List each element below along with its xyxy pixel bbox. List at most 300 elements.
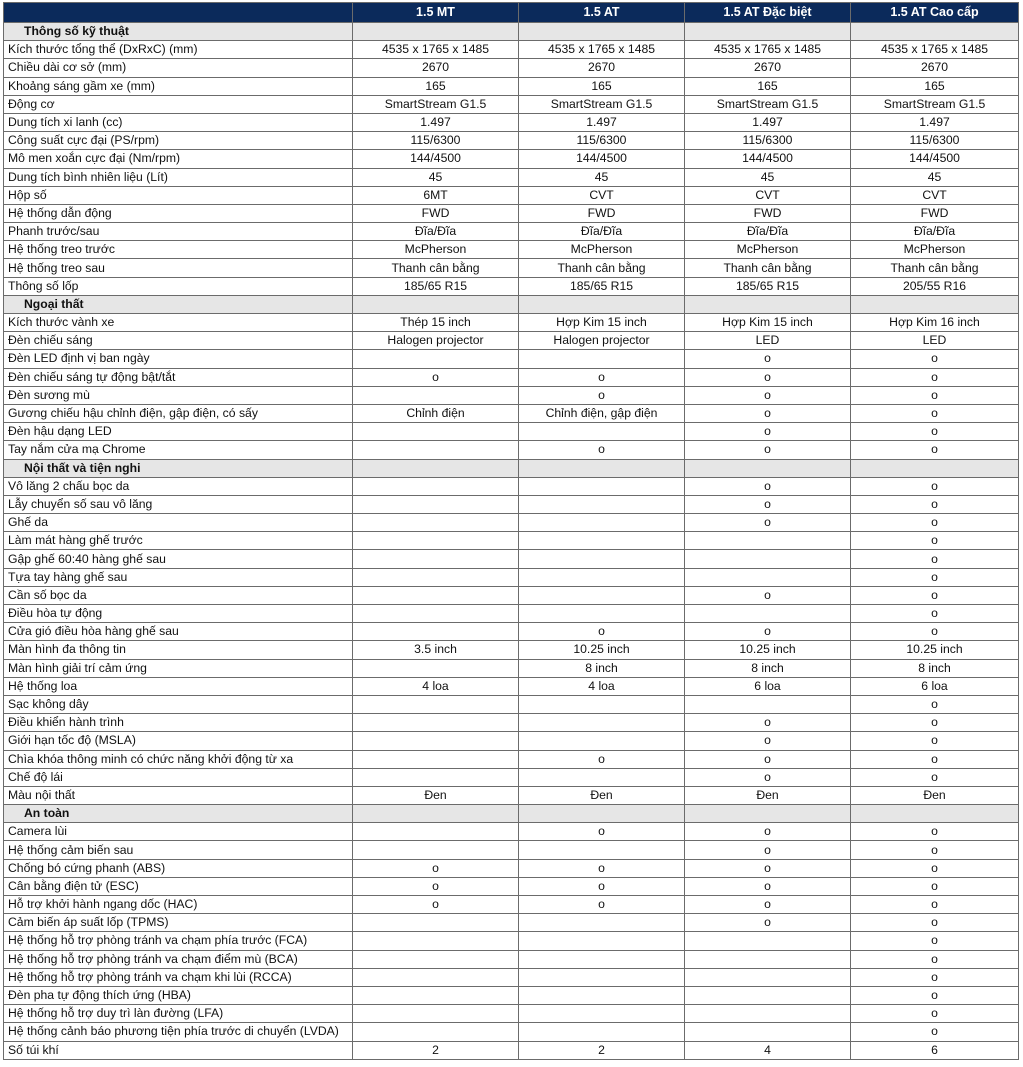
value-cell: McPherson bbox=[851, 241, 1019, 259]
table-row bbox=[4, 659, 1019, 677]
value-cell: o bbox=[851, 896, 1019, 914]
column-header: 1.5 MT bbox=[353, 3, 519, 23]
value-cell: o bbox=[685, 877, 851, 895]
table-row bbox=[4, 423, 1019, 441]
value-cell: o bbox=[851, 550, 1019, 568]
value-cell: CVT bbox=[519, 186, 685, 204]
value-cell: o bbox=[519, 623, 685, 641]
row-label: Số túi khí bbox=[4, 1041, 353, 1059]
value-cell bbox=[353, 441, 519, 459]
value-cell: McPherson bbox=[685, 241, 851, 259]
value-cell: 144/4500 bbox=[353, 150, 519, 168]
value-cell bbox=[353, 1005, 519, 1023]
table-row bbox=[4, 641, 1019, 659]
row-label: Đèn chiếu sáng tự động bật/tắt bbox=[4, 368, 353, 386]
table-row bbox=[4, 677, 1019, 695]
value-cell: 45 bbox=[353, 168, 519, 186]
value-cell bbox=[353, 768, 519, 786]
value-cell bbox=[519, 695, 685, 713]
table-row bbox=[4, 368, 1019, 386]
value-cell: 115/6300 bbox=[353, 132, 519, 150]
value-cell: o bbox=[519, 441, 685, 459]
section-empty-cell bbox=[519, 295, 685, 313]
header-corner-cell bbox=[4, 3, 353, 23]
value-cell: McPherson bbox=[519, 241, 685, 259]
value-cell: 4535 x 1765 x 1485 bbox=[353, 41, 519, 59]
value-cell: o bbox=[851, 750, 1019, 768]
row-label: Hệ thống hỗ trợ duy trì làn đường (LFA) bbox=[4, 1005, 353, 1023]
table-row bbox=[4, 623, 1019, 641]
section-empty-cell bbox=[851, 295, 1019, 313]
table-row bbox=[4, 732, 1019, 750]
table-row bbox=[4, 877, 1019, 895]
value-cell: 144/4500 bbox=[685, 150, 851, 168]
value-cell bbox=[519, 768, 685, 786]
table-row bbox=[4, 986, 1019, 1004]
value-cell: o bbox=[851, 477, 1019, 495]
value-cell: o bbox=[851, 714, 1019, 732]
value-cell bbox=[353, 986, 519, 1004]
table-row bbox=[4, 59, 1019, 77]
value-cell: o bbox=[851, 514, 1019, 532]
section-empty-cell bbox=[353, 23, 519, 41]
column-header: 1.5 AT bbox=[519, 3, 685, 23]
row-label: Cửa gió điều hòa hàng ghế sau bbox=[4, 623, 353, 641]
row-label: Dung tích xi lanh (cc) bbox=[4, 113, 353, 131]
row-label: Gập ghế 60:40 hàng ghế sau bbox=[4, 550, 353, 568]
value-cell bbox=[685, 695, 851, 713]
row-label: Vô lăng 2 chấu bọc da bbox=[4, 477, 353, 495]
value-cell: 4535 x 1765 x 1485 bbox=[519, 41, 685, 59]
value-cell bbox=[353, 823, 519, 841]
value-cell: o bbox=[685, 823, 851, 841]
section-empty-cell bbox=[685, 23, 851, 41]
value-cell: o bbox=[851, 386, 1019, 404]
section-title: Nội thất và tiện nghi bbox=[4, 459, 353, 477]
value-cell: o bbox=[353, 368, 519, 386]
value-cell: o bbox=[851, 350, 1019, 368]
row-label: Kích thước vành xe bbox=[4, 314, 353, 332]
table-row bbox=[4, 95, 1019, 113]
section-title: Ngoại thất bbox=[4, 295, 353, 313]
table-row bbox=[4, 568, 1019, 586]
table-row bbox=[4, 532, 1019, 550]
table-row bbox=[4, 823, 1019, 841]
value-cell bbox=[519, 477, 685, 495]
value-cell: Hợp Kim 16 inch bbox=[851, 314, 1019, 332]
value-cell: 3.5 inch bbox=[353, 641, 519, 659]
section-empty-cell bbox=[851, 805, 1019, 823]
row-label: Chống bó cứng phanh (ABS) bbox=[4, 859, 353, 877]
table-row bbox=[4, 786, 1019, 804]
value-cell: 4 loa bbox=[353, 677, 519, 695]
row-label: Hỗ trợ khởi hành ngang dốc (HAC) bbox=[4, 896, 353, 914]
value-cell bbox=[353, 586, 519, 604]
section-empty-cell bbox=[685, 295, 851, 313]
value-cell bbox=[685, 1005, 851, 1023]
value-cell: FWD bbox=[685, 204, 851, 222]
value-cell: o bbox=[685, 441, 851, 459]
value-cell bbox=[685, 1023, 851, 1041]
section-empty-cell bbox=[353, 459, 519, 477]
row-label: Đèn pha tự động thích ứng (HBA) bbox=[4, 986, 353, 1004]
value-cell bbox=[519, 350, 685, 368]
table-row bbox=[4, 277, 1019, 295]
value-cell: 165 bbox=[685, 77, 851, 95]
value-cell bbox=[353, 386, 519, 404]
value-cell bbox=[353, 695, 519, 713]
value-cell bbox=[685, 550, 851, 568]
value-cell bbox=[353, 932, 519, 950]
row-label: Hệ thống dẫn động bbox=[4, 204, 353, 222]
value-cell: 1.497 bbox=[519, 113, 685, 131]
value-cell: o bbox=[685, 350, 851, 368]
value-cell: o bbox=[851, 495, 1019, 513]
value-cell bbox=[353, 514, 519, 532]
value-cell: Đĩa/Đĩa bbox=[519, 223, 685, 241]
value-cell bbox=[353, 477, 519, 495]
value-cell: o bbox=[685, 386, 851, 404]
value-cell bbox=[519, 914, 685, 932]
section-header-row bbox=[4, 295, 1019, 313]
value-cell: o bbox=[851, 1023, 1019, 1041]
value-cell: o bbox=[851, 623, 1019, 641]
value-cell: o bbox=[851, 441, 1019, 459]
value-cell bbox=[519, 532, 685, 550]
value-cell: 115/6300 bbox=[851, 132, 1019, 150]
value-cell: Đĩa/Đĩa bbox=[685, 223, 851, 241]
value-cell bbox=[685, 950, 851, 968]
row-label: Đèn hậu dạng LED bbox=[4, 423, 353, 441]
value-cell: o bbox=[685, 714, 851, 732]
value-cell: o bbox=[353, 859, 519, 877]
row-label: Dung tích bình nhiên liệu (Lít) bbox=[4, 168, 353, 186]
value-cell: Đen bbox=[851, 786, 1019, 804]
value-cell bbox=[519, 1005, 685, 1023]
value-cell bbox=[353, 841, 519, 859]
value-cell: o bbox=[851, 568, 1019, 586]
value-cell: o bbox=[851, 404, 1019, 422]
value-cell: o bbox=[851, 368, 1019, 386]
value-cell: o bbox=[685, 495, 851, 513]
row-label: Cân bằng điện tử (ESC) bbox=[4, 877, 353, 895]
table-row bbox=[4, 204, 1019, 222]
value-cell: Chỉnh điện, gập điện bbox=[519, 404, 685, 422]
value-cell bbox=[685, 532, 851, 550]
table-row bbox=[4, 350, 1019, 368]
value-cell: 10.25 inch bbox=[519, 641, 685, 659]
value-cell: SmartStream G1.5 bbox=[353, 95, 519, 113]
section-header-row bbox=[4, 459, 1019, 477]
value-cell: 165 bbox=[851, 77, 1019, 95]
value-cell: McPherson bbox=[353, 241, 519, 259]
value-cell bbox=[353, 714, 519, 732]
value-cell: Đen bbox=[685, 786, 851, 804]
value-cell: o bbox=[685, 914, 851, 932]
table-row bbox=[4, 968, 1019, 986]
table-row bbox=[4, 950, 1019, 968]
value-cell: 165 bbox=[519, 77, 685, 95]
value-cell: Đĩa/Đĩa bbox=[353, 223, 519, 241]
value-cell: CVT bbox=[851, 186, 1019, 204]
value-cell: Đen bbox=[353, 786, 519, 804]
value-cell bbox=[519, 605, 685, 623]
value-cell bbox=[519, 550, 685, 568]
table-row bbox=[4, 859, 1019, 877]
value-cell bbox=[353, 623, 519, 641]
table-row bbox=[4, 332, 1019, 350]
value-cell bbox=[519, 1023, 685, 1041]
value-cell: 2670 bbox=[851, 59, 1019, 77]
value-cell bbox=[519, 841, 685, 859]
value-cell: 2 bbox=[519, 1041, 685, 1059]
value-cell: o bbox=[851, 605, 1019, 623]
table-row bbox=[4, 695, 1019, 713]
row-label: Mô men xoắn cực đại (Nm/rpm) bbox=[4, 150, 353, 168]
row-label: Công suất cực đại (PS/rpm) bbox=[4, 132, 353, 150]
section-header-row bbox=[4, 23, 1019, 41]
section-empty-cell bbox=[353, 805, 519, 823]
value-cell: Đen bbox=[519, 786, 685, 804]
value-cell bbox=[519, 568, 685, 586]
value-cell bbox=[519, 986, 685, 1004]
value-cell: 10.25 inch bbox=[851, 641, 1019, 659]
value-cell: o bbox=[519, 896, 685, 914]
value-cell: 165 bbox=[353, 77, 519, 95]
row-label: Tựa tay hàng ghế sau bbox=[4, 568, 353, 586]
value-cell: o bbox=[851, 1005, 1019, 1023]
value-cell: o bbox=[519, 386, 685, 404]
table-row bbox=[4, 841, 1019, 859]
value-cell: o bbox=[685, 477, 851, 495]
table-row bbox=[4, 77, 1019, 95]
row-label: Cần số bọc da bbox=[4, 586, 353, 604]
value-cell: o bbox=[519, 368, 685, 386]
row-label: Giới hạn tốc độ (MSLA) bbox=[4, 732, 353, 750]
table-row bbox=[4, 750, 1019, 768]
spec-table bbox=[3, 2, 1019, 1060]
value-cell: 1.497 bbox=[851, 113, 1019, 131]
value-cell bbox=[353, 659, 519, 677]
row-label: Đèn LED định vị ban ngày bbox=[4, 350, 353, 368]
table-row bbox=[4, 150, 1019, 168]
value-cell: o bbox=[851, 823, 1019, 841]
value-cell: o bbox=[685, 586, 851, 604]
value-cell: 8 inch bbox=[519, 659, 685, 677]
value-cell: 144/4500 bbox=[851, 150, 1019, 168]
section-title: Thông số kỹ thuật bbox=[4, 23, 353, 41]
table-row bbox=[4, 404, 1019, 422]
value-cell: Halogen projector bbox=[353, 332, 519, 350]
table-row bbox=[4, 550, 1019, 568]
value-cell: o bbox=[685, 859, 851, 877]
value-cell: 4535 x 1765 x 1485 bbox=[851, 41, 1019, 59]
section-empty-cell bbox=[353, 295, 519, 313]
row-label: Ghế da bbox=[4, 514, 353, 532]
value-cell: o bbox=[519, 877, 685, 895]
value-cell: Thanh cân bằng bbox=[685, 259, 851, 277]
value-cell: 2670 bbox=[519, 59, 685, 77]
value-cell: o bbox=[851, 950, 1019, 968]
row-label: Khoảng sáng gầm xe (mm) bbox=[4, 77, 353, 95]
value-cell: LED bbox=[685, 332, 851, 350]
value-cell: 6 loa bbox=[685, 677, 851, 695]
table-row bbox=[4, 41, 1019, 59]
row-label: Làm mát hàng ghế trước bbox=[4, 532, 353, 550]
value-cell: o bbox=[685, 750, 851, 768]
value-cell bbox=[353, 914, 519, 932]
value-cell bbox=[519, 714, 685, 732]
value-cell: FWD bbox=[353, 204, 519, 222]
value-cell bbox=[685, 968, 851, 986]
value-cell: o bbox=[851, 968, 1019, 986]
value-cell: o bbox=[519, 859, 685, 877]
value-cell bbox=[353, 550, 519, 568]
value-cell: 144/4500 bbox=[519, 150, 685, 168]
value-cell: 45 bbox=[851, 168, 1019, 186]
value-cell: 6 bbox=[851, 1041, 1019, 1059]
value-cell: o bbox=[851, 841, 1019, 859]
table-row bbox=[4, 477, 1019, 495]
value-cell: SmartStream G1.5 bbox=[685, 95, 851, 113]
table-row bbox=[4, 241, 1019, 259]
row-label: Động cơ bbox=[4, 95, 353, 113]
value-cell bbox=[519, 514, 685, 532]
table-body bbox=[4, 23, 1019, 1060]
table-row bbox=[4, 113, 1019, 131]
value-cell: 185/65 R15 bbox=[353, 277, 519, 295]
table-row bbox=[4, 768, 1019, 786]
row-label: Cảm biến áp suất lốp (TPMS) bbox=[4, 914, 353, 932]
table-row bbox=[4, 1023, 1019, 1041]
value-cell: SmartStream G1.5 bbox=[851, 95, 1019, 113]
value-cell bbox=[353, 423, 519, 441]
table-row bbox=[4, 386, 1019, 404]
row-label: Kích thước tổng thể (DxRxC) (mm) bbox=[4, 41, 353, 59]
table-row bbox=[4, 132, 1019, 150]
row-label: Thông số lốp bbox=[4, 277, 353, 295]
value-cell: o bbox=[851, 768, 1019, 786]
row-label: Chế độ lái bbox=[4, 768, 353, 786]
value-cell: o bbox=[851, 423, 1019, 441]
value-cell bbox=[353, 750, 519, 768]
value-cell: 45 bbox=[685, 168, 851, 186]
row-label: Hệ thống hỗ trợ phòng tránh va chạm khi lùi (RCCA) bbox=[4, 968, 353, 986]
row-label: Màn hình đa thông tin bbox=[4, 641, 353, 659]
table-row bbox=[4, 495, 1019, 513]
row-label: Phanh trước/sau bbox=[4, 223, 353, 241]
table-row bbox=[4, 168, 1019, 186]
row-label: Đèn chiếu sáng bbox=[4, 332, 353, 350]
value-cell: 2670 bbox=[685, 59, 851, 77]
value-cell bbox=[353, 1023, 519, 1041]
value-cell: 6 loa bbox=[851, 677, 1019, 695]
value-cell: o bbox=[685, 768, 851, 786]
row-label: Hệ thống treo sau bbox=[4, 259, 353, 277]
table-row bbox=[4, 586, 1019, 604]
value-cell: Đĩa/Đĩa bbox=[851, 223, 1019, 241]
section-header-row bbox=[4, 805, 1019, 823]
value-cell: 8 inch bbox=[685, 659, 851, 677]
table-row bbox=[4, 223, 1019, 241]
value-cell bbox=[519, 968, 685, 986]
value-cell: FWD bbox=[519, 204, 685, 222]
value-cell: o bbox=[851, 877, 1019, 895]
value-cell: Thép 15 inch bbox=[353, 314, 519, 332]
value-cell: Thanh cân bằng bbox=[353, 259, 519, 277]
table-row bbox=[4, 314, 1019, 332]
value-cell: o bbox=[685, 841, 851, 859]
value-cell bbox=[519, 732, 685, 750]
value-cell: Chỉnh điện bbox=[353, 404, 519, 422]
value-cell: 4 loa bbox=[519, 677, 685, 695]
row-label: Hệ thống loa bbox=[4, 677, 353, 695]
section-empty-cell bbox=[519, 23, 685, 41]
value-cell: Thanh cân bằng bbox=[519, 259, 685, 277]
table-row bbox=[4, 605, 1019, 623]
value-cell bbox=[519, 932, 685, 950]
row-label: Hệ thống cảnh báo phương tiện phía trước di chuyển (LVDA) bbox=[4, 1023, 353, 1041]
value-cell: 8 inch bbox=[851, 659, 1019, 677]
value-cell: 1.497 bbox=[685, 113, 851, 131]
value-cell: o bbox=[851, 914, 1019, 932]
table-row bbox=[4, 896, 1019, 914]
value-cell: 2 bbox=[353, 1041, 519, 1059]
value-cell: o bbox=[685, 368, 851, 386]
value-cell: 115/6300 bbox=[519, 132, 685, 150]
table-row bbox=[4, 259, 1019, 277]
row-label: Tay nắm cửa mạ Chrome bbox=[4, 441, 353, 459]
value-cell: o bbox=[353, 896, 519, 914]
row-label: Màn hình giải trí cảm ứng bbox=[4, 659, 353, 677]
value-cell: 185/65 R15 bbox=[519, 277, 685, 295]
value-cell: Halogen projector bbox=[519, 332, 685, 350]
value-cell bbox=[519, 495, 685, 513]
row-label: Hệ thống treo trước bbox=[4, 241, 353, 259]
value-cell: o bbox=[851, 859, 1019, 877]
value-cell: 4 bbox=[685, 1041, 851, 1059]
value-cell bbox=[353, 968, 519, 986]
value-cell: 6MT bbox=[353, 186, 519, 204]
value-cell bbox=[353, 950, 519, 968]
section-empty-cell bbox=[851, 459, 1019, 477]
value-cell: o bbox=[851, 986, 1019, 1004]
value-cell bbox=[519, 950, 685, 968]
row-label: Lẫy chuyển số sau vô lăng bbox=[4, 495, 353, 513]
row-label: Màu nội thất bbox=[4, 786, 353, 804]
section-title: An toàn bbox=[4, 805, 353, 823]
value-cell: Hợp Kim 15 inch bbox=[685, 314, 851, 332]
value-cell bbox=[353, 532, 519, 550]
value-cell: Hợp Kim 15 inch bbox=[519, 314, 685, 332]
value-cell: o bbox=[685, 623, 851, 641]
value-cell: o bbox=[353, 877, 519, 895]
row-label: Đèn sương mù bbox=[4, 386, 353, 404]
value-cell: CVT bbox=[685, 186, 851, 204]
table-row bbox=[4, 514, 1019, 532]
row-label: Hệ thống hỗ trợ phòng tránh va chạm phía trước (FCA) bbox=[4, 932, 353, 950]
value-cell: 185/65 R15 bbox=[685, 277, 851, 295]
section-empty-cell bbox=[685, 459, 851, 477]
table-row bbox=[4, 186, 1019, 204]
value-cell bbox=[685, 932, 851, 950]
table-header-row bbox=[4, 3, 1019, 23]
value-cell: FWD bbox=[851, 204, 1019, 222]
row-label: Chìa khóa thông minh có chức năng khởi động từ xa bbox=[4, 750, 353, 768]
row-label: Điều hòa tự động bbox=[4, 605, 353, 623]
row-label: Gương chiếu hậu chỉnh điện, gập điện, có sấy bbox=[4, 404, 353, 422]
value-cell bbox=[353, 495, 519, 513]
